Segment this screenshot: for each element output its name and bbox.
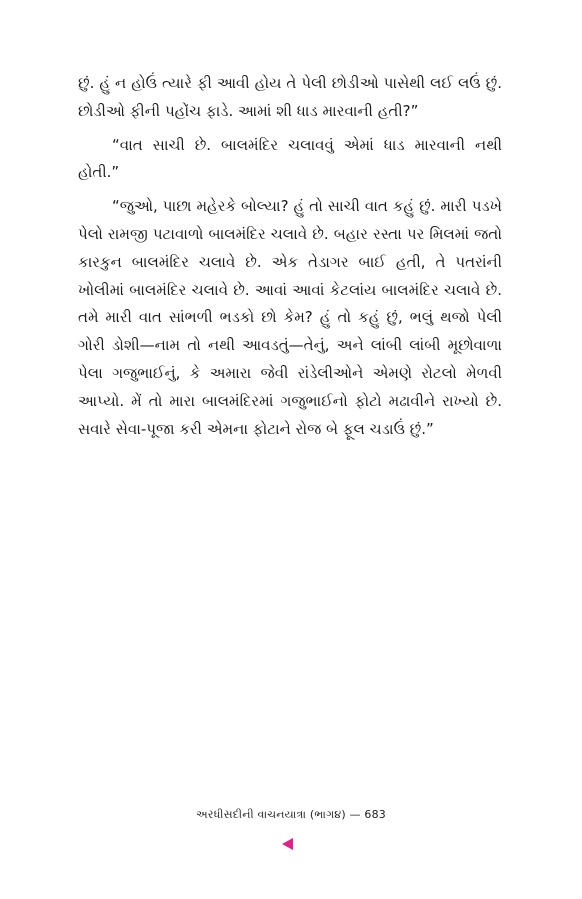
paragraph-1: છું. હું ન હોઉં ત્યારે ફી આવી હોય તે પેલી છોડીઓ પાસેથી લઈ લઉં છું. છોડીઓ ફીની પહોંચ ફાડે. આમાં શી ધાડ મારવાની હતી?” — [78, 74, 502, 120]
paragraph-3: “જુઓ, પાછા મહેરકે બોલ્યા? હું તો સાચી વાત કહું છું. મારી પડખે પેલો રામજી પટાવાળો બાલમંદિર ચલાવે છે. બહાર રસ્તા પર મિલમાં જતો કારકુન બાલમંદિર ચલાવે છે. એક તેડાગર બાઈ હતી, તે પતરાંની ખોલીમાં બાલમંદિર ચલાવે છે. આવાં આવાં કેટલાંય બાલમંદિર ચલાવે છે. તમે મારી વાત સાંભળી ભડકો છો કેમ? હું તો કહું છું, ભલું થજો પેલી ગોરી ડોશી—નામ તો નથી આવડતું—તેનું, અને લાંબી લાંબી મૂછોવાળા પેલા ગજુભાઈનું, કે અમારા જેવી રાંડેલીઓને એમણે રોટલો મેળવી આપ્યો. મેં તો મારા બાલમંદિરમાં ગજુભાઈનો ફોટો મઢાવીને રાખ્યો છે. સવારે સેવા-પૂજા કરી એમના ફોટાને રોજ બે ફૂલ ચડાઉં છું.” — [78, 197, 502, 438]
body-text — [78, 70, 502, 443]
previous-page-icon[interactable] — [282, 838, 293, 850]
paragraph-2: “વાત સાચી છે. બાલમંદિર ચલાવવું એમાં ધાડ મારવાની નથી હોતી.” — [78, 135, 502, 182]
page-footer: અરધીસદીની વાચનયાત્રા (ભાગ૪) — 683 — [196, 808, 386, 821]
